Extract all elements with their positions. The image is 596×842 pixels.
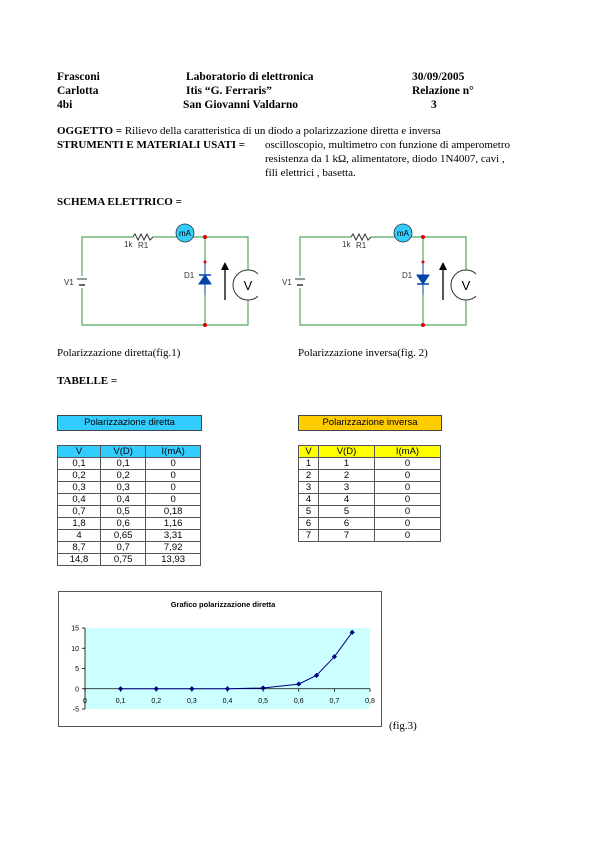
- node-top: [421, 235, 425, 239]
- table-row: [299, 518, 441, 530]
- table-cell: 0: [374, 506, 440, 518]
- school-city: San Giovanni Valdarno: [183, 99, 299, 111]
- table-cell: 1: [319, 458, 375, 470]
- school-name: Itis “G. Ferraris”: [186, 85, 272, 97]
- table-cell: 2: [319, 470, 375, 482]
- author-name: Carlotta: [57, 85, 99, 97]
- table-cell: 0: [146, 458, 201, 470]
- x-tick-label: 0,4: [222, 697, 233, 705]
- x-tick-label: 0,3: [187, 697, 197, 705]
- table-cell: 14,8: [58, 554, 101, 566]
- table-cell: 0,1: [101, 458, 146, 470]
- table-cell: 0,4: [58, 494, 101, 506]
- oggetto-label: OGGETTO =: [57, 125, 123, 137]
- lab-title: Laboratorio di elettronica: [186, 71, 314, 83]
- table-cell: 5: [299, 506, 319, 518]
- table-cell: 0,3: [58, 482, 101, 494]
- table-cell: 0: [146, 482, 201, 494]
- table-header-row: [58, 446, 201, 458]
- x-tick-label: 0,2: [151, 697, 162, 705]
- table-diretta: [57, 445, 201, 566]
- table-row: [299, 482, 441, 494]
- table-row: [58, 554, 201, 566]
- table-cell: 0: [374, 458, 440, 470]
- strumenti-label: STRUMENTI E MATERIALI USATI =: [57, 139, 246, 151]
- schema-title: SCHEMA ELETTRICO =: [57, 196, 182, 208]
- node-top: [203, 235, 207, 239]
- table-cell: 0,7: [101, 542, 146, 554]
- y-tick-label: 15: [71, 625, 79, 633]
- table-cell: 0: [374, 518, 440, 530]
- table-cell: 1,16: [146, 518, 201, 530]
- y-tick-label: 0: [75, 686, 79, 694]
- report-number-label: Relazione n°: [412, 85, 474, 97]
- table-cell: 0,65: [101, 530, 146, 542]
- circuit-diagram-diretta: [58, 220, 258, 335]
- up-arrow-icon: [221, 262, 229, 300]
- caption-fig2: Polarizzazione inversa(fig. 2): [298, 347, 428, 359]
- x-tick-label: 0,5: [258, 697, 268, 705]
- table-row: [58, 518, 201, 530]
- table-cell: 13,93: [146, 554, 201, 566]
- table-cell: 0: [374, 470, 440, 482]
- table-cell: 0,5: [101, 506, 146, 518]
- table-row: [58, 470, 201, 482]
- report-number: 3: [431, 99, 437, 111]
- circuit-diagram-inversa: [276, 220, 476, 335]
- table-cell: 0,3: [101, 482, 146, 494]
- table-cell: 3,31: [146, 530, 201, 542]
- x-tick-label: 0,8: [365, 697, 375, 705]
- table-cell: 3: [299, 482, 319, 494]
- strumenti-line-2: resistenza da 1 kΩ, alimentatore, diodo 1N4007, cavi ,: [265, 153, 505, 165]
- table-cell: 0,18: [146, 506, 201, 518]
- table-cell: 0,4: [101, 494, 146, 506]
- table-row: [58, 530, 201, 542]
- table-cell: 0: [146, 470, 201, 482]
- table-cell: 2: [299, 470, 319, 482]
- table-cell: 0: [374, 482, 440, 494]
- voltmeter-label: V: [461, 278, 471, 293]
- table-cell: 0: [374, 494, 440, 506]
- table-cell: 0,75: [101, 554, 146, 566]
- table-cell: 1: [299, 458, 319, 470]
- y-tick-label: 10: [71, 645, 79, 653]
- resistor-value: 1k: [124, 240, 133, 249]
- table-cell: 3: [319, 482, 375, 494]
- table-inversa: [298, 445, 441, 542]
- y-tick-label: 5: [75, 666, 79, 673]
- diode-label: D1: [184, 271, 195, 280]
- chart-title: Grafico polarizzazione diretta: [170, 600, 276, 609]
- diode-symbol: [417, 262, 429, 295]
- node-mid: [204, 261, 207, 264]
- strumenti-line-3: fili elettrici , basetta.: [265, 167, 356, 179]
- table-header-row: [299, 446, 441, 458]
- table-cell: 7: [319, 530, 375, 542]
- table-header-cell: V: [299, 446, 319, 458]
- node-bottom: [203, 323, 207, 327]
- diode-symbol: [199, 262, 211, 295]
- up-arrow-icon: [439, 262, 447, 300]
- caption-fig1: Polarizzazione diretta(fig.1): [57, 347, 181, 359]
- table-row: [58, 506, 201, 518]
- table-header-cell: V(D): [319, 446, 375, 458]
- strumenti-line-1: oscilloscopio, multimetro con funzione di amperometro: [265, 139, 510, 151]
- table-cell: 7,92: [146, 542, 201, 554]
- table-cell: 0: [374, 530, 440, 542]
- table-cell: 4: [299, 494, 319, 506]
- x-tick-label: 0: [83, 697, 87, 705]
- table-header-cell: V(D): [101, 446, 146, 458]
- table-row: [58, 494, 201, 506]
- caption-fig3: (fig.3): [389, 720, 417, 732]
- table-cell: 0,2: [58, 470, 101, 482]
- voltmeter-label: V: [243, 278, 253, 293]
- table-cell: 0: [146, 494, 201, 506]
- table-cell: 4: [58, 530, 101, 542]
- table-row: [58, 542, 201, 554]
- resistor-name: R1: [356, 241, 367, 250]
- table-row: [299, 506, 441, 518]
- oggetto-line: [57, 125, 441, 137]
- resistor-value: 1k: [342, 240, 351, 249]
- diode-label: D1: [402, 271, 413, 280]
- table-row: [299, 470, 441, 482]
- table-cell: 6: [299, 518, 319, 530]
- table-row: [299, 530, 441, 542]
- table-cell: 7: [299, 530, 319, 542]
- table-cell: 0,6: [101, 518, 146, 530]
- table-inversa-title: Polarizzazione inversa: [298, 415, 442, 431]
- node-bottom: [421, 323, 425, 327]
- table-row: [58, 482, 201, 494]
- oggetto-text: Rilievo della caratteristica di un diodo a polarizzazione diretta e inversa: [124, 125, 441, 137]
- report-date: 30/09/2005: [412, 71, 465, 83]
- x-tick-label: 0,7: [329, 697, 340, 705]
- table-cell: 5: [319, 506, 375, 518]
- table-header-cell: V: [58, 446, 101, 458]
- table-cell: 0,2: [101, 470, 146, 482]
- table-header-cell: I(mA): [146, 446, 201, 458]
- table-row: [58, 458, 201, 470]
- tabelle-title: TABELLE =: [57, 375, 118, 387]
- source-label: V1: [64, 278, 74, 287]
- class-label: 4bi: [57, 99, 73, 111]
- table-diretta-title: Polarizzazione diretta: [57, 415, 202, 431]
- table-cell: 1,8: [58, 518, 101, 530]
- chart-polarizzazione-diretta: [58, 591, 382, 727]
- table-cell: 4: [319, 494, 375, 506]
- author-surname: Frasconi: [57, 71, 100, 83]
- table-cell: 6: [319, 518, 375, 530]
- ammeter-label: mA: [179, 229, 191, 238]
- node-mid: [422, 261, 425, 264]
- table-header-cell: I(mA): [374, 446, 440, 458]
- y-tick-label: -5: [72, 706, 79, 714]
- x-tick-label: 0,6: [293, 697, 304, 705]
- table-row: [299, 494, 441, 506]
- table-cell: 0,7: [58, 506, 101, 518]
- source-label: V1: [282, 278, 292, 287]
- resistor-name: R1: [138, 241, 149, 250]
- table-row: [299, 458, 441, 470]
- ammeter-label: mA: [397, 229, 409, 238]
- table-cell: 8,7: [58, 542, 101, 554]
- x-tick-label: 0,1: [115, 697, 126, 705]
- table-cell: 0,1: [58, 458, 101, 470]
